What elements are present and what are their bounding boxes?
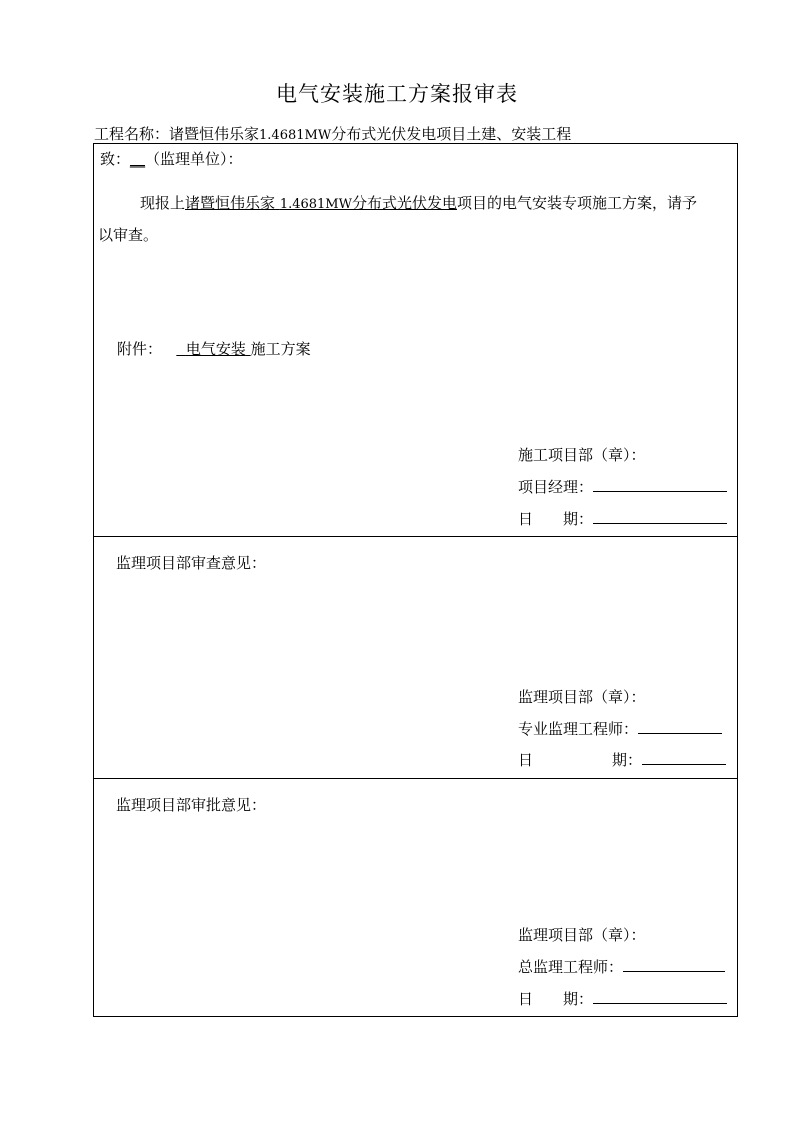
attachment-line — [117, 338, 311, 359]
statement-prefix: 现报上 — [140, 194, 186, 212]
statement-project: 诸暨恒伟乐家 1.4681MW分布式光伏发电 — [185, 194, 457, 212]
project-name-line — [94, 123, 571, 144]
project-name-prefix: 诸暨恒伟乐家 — [169, 125, 260, 143]
addressee-blank[interactable]: __ — [130, 150, 146, 168]
chief-engineer-signature-field[interactable] — [623, 957, 725, 972]
chief-engineer-label: 总监理工程师： — [518, 958, 624, 976]
addressee-label: 致： — [100, 150, 131, 168]
supervision-dept-seal-1: 监理项目部（章）： — [518, 688, 646, 706]
supervision-dept-seal-2: 监理项目部（章）： — [518, 926, 646, 944]
approval-opinion-label: 监理项目部审批意见： — [116, 796, 267, 814]
construction-dept-seal: 施工项目部（章）： — [518, 446, 646, 464]
engineer-line — [518, 718, 722, 739]
divider-1 — [94, 536, 737, 537]
project-label: 工程名称： — [94, 125, 170, 143]
date-field-1[interactable] — [593, 509, 727, 524]
date-field-3[interactable] — [593, 989, 727, 1004]
attachment-suffix: 施工方案 — [250, 340, 311, 358]
approval-form-table — [93, 143, 738, 1017]
date-field-2[interactable] — [642, 750, 726, 765]
project-manager-line — [518, 476, 727, 497]
project-manager-signature-field[interactable] — [593, 477, 727, 492]
date-line-1 — [518, 508, 727, 529]
project-manager-label: 项目经理： — [518, 478, 594, 496]
document-title: 电气安装施工方案报审表 — [276, 82, 518, 106]
engineer-signature-field[interactable] — [638, 719, 722, 734]
addressee-suffix: （监理单位）： — [145, 150, 243, 168]
statement-line-2: 以审查。 — [98, 226, 159, 244]
date-label-2b: 期： — [612, 751, 643, 769]
addressee-line — [100, 148, 243, 169]
divider-2 — [94, 778, 737, 779]
statement-suffix: 项目的电气安装专项施工方案，请予 — [457, 194, 698, 212]
engineer-label: 专业监理工程师： — [518, 720, 639, 738]
project-capacity: 1.4681MW — [259, 128, 332, 143]
submission-statement — [140, 192, 697, 213]
date-label-3: 日 期： — [518, 990, 594, 1008]
date-line-3 — [518, 988, 727, 1009]
attachment-label: 附件： — [117, 340, 163, 358]
date-line-2 — [518, 749, 732, 770]
review-opinion-label: 监理项目部审查意见： — [116, 554, 267, 572]
chief-engineer-line — [518, 956, 725, 977]
project-name-suffix: 分布式光伏发电项目土建、安装工程 — [331, 125, 572, 143]
attachment-value[interactable]: 电气安装 — [185, 340, 246, 358]
date-label-2a: 日 — [518, 751, 534, 769]
date-label-1: 日 期： — [518, 510, 594, 528]
